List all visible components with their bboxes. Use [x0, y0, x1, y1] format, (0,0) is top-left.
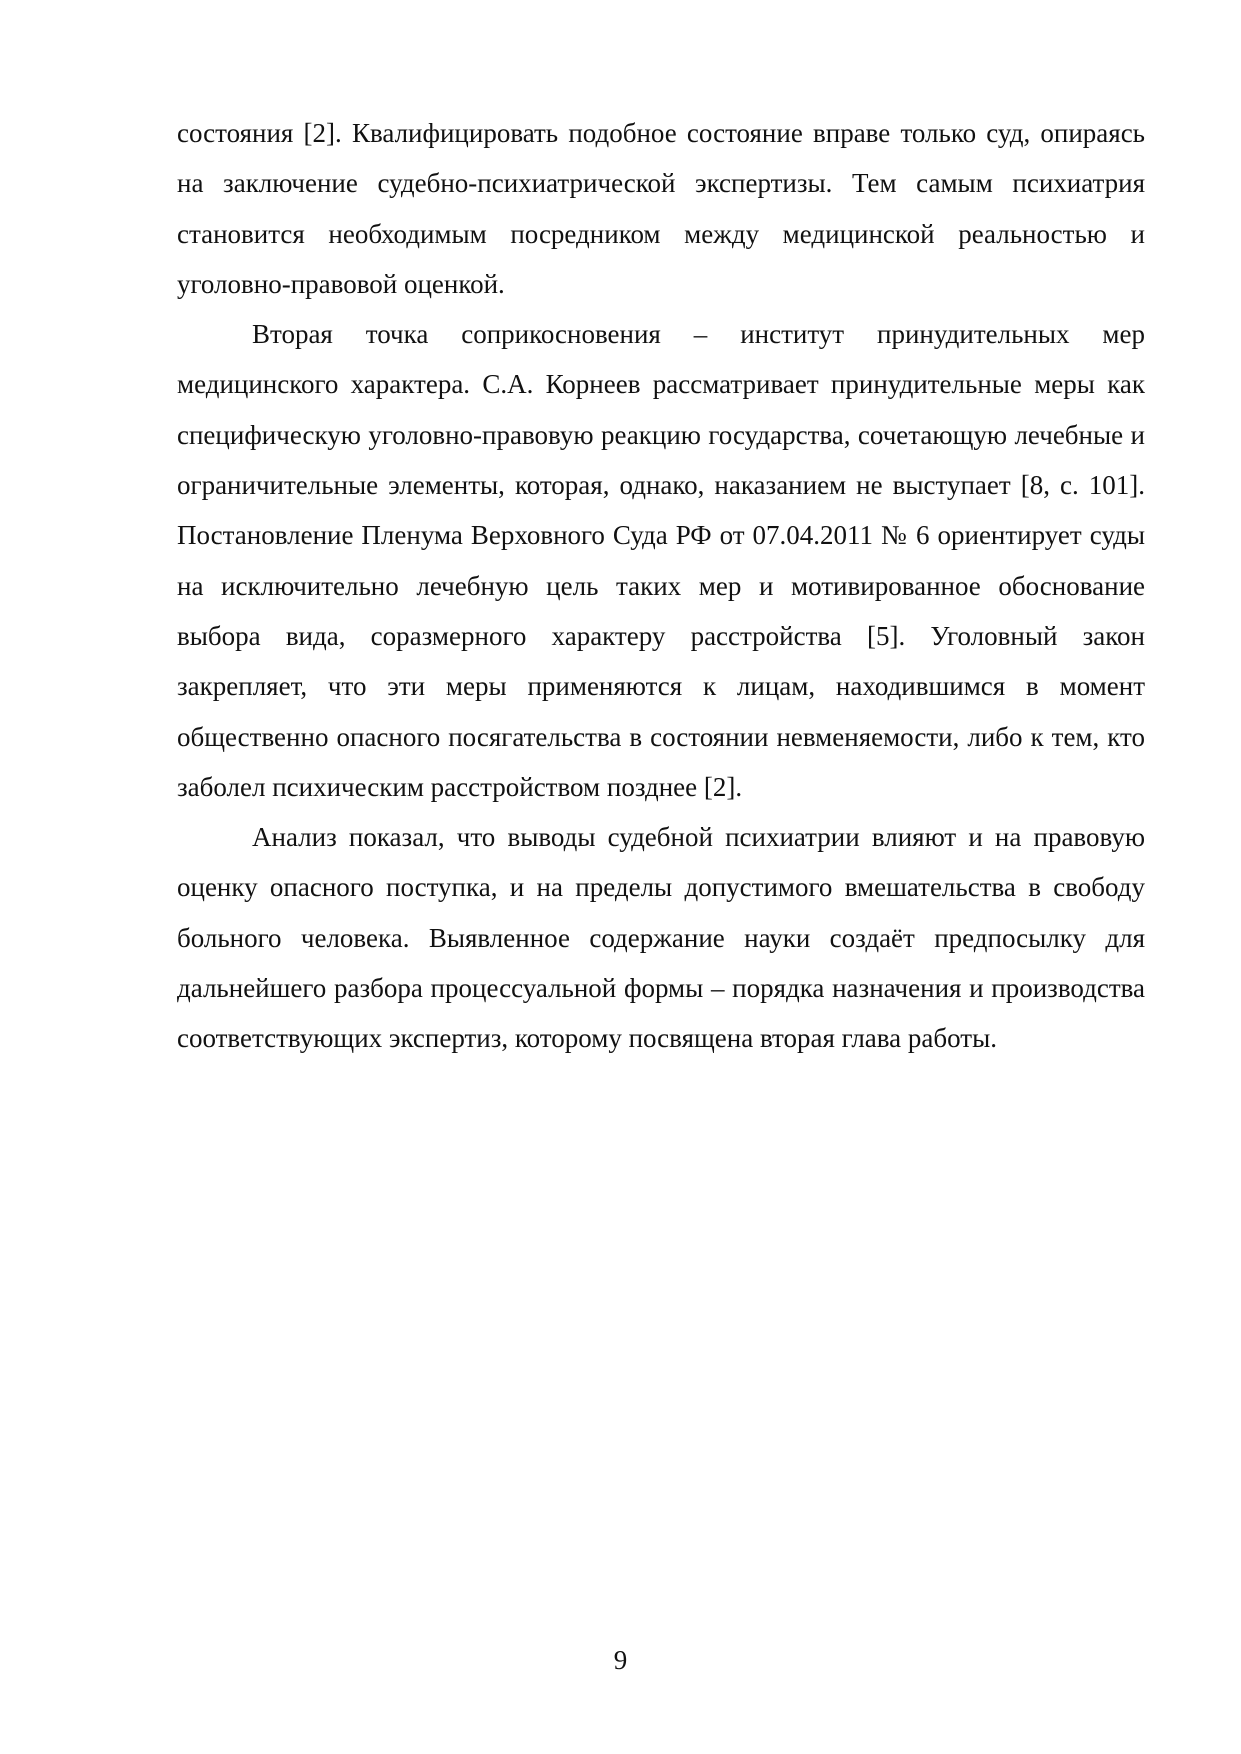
paragraph-2: Вторая точка соприкосновения – институт принудительных мер медицинского характера. С.А. Корнеев рассматривает принудительные меры как специфическую уголовно-правовую реакцию государства, сочетающую лечебные и ограничительные элементы, которая, однако, наказанием не выступает [8, с. 101]. Постановление Пленума Верховного Суда РФ от 07.04.2011 № 6 ориентирует суды на исключительно лечебную цель таких мер и мотивированное обоснование выбора вида, соразмерного характеру расстройства [5]. Уголовный закон закрепляет, что эти меры применяются к лицам, находившимся в момент общественно опасного посягательства в состоянии невменяемости, либо к тем, кто заболел психическим расстройством позднее [2]. [177, 319, 1145, 802]
page-number: 9 [613, 1645, 628, 1675]
paragraph-1: состояния [2]. Квалифицировать подобное состояние вправе только суд, опираясь на заключение судебно-психиатрической экспертизы. Тем самым психиатрия становится необходимым посредником между медицинской реальностью и уголовно-правовой оценкой. [177, 118, 1145, 299]
paragraph-3: Анализ показал, что выводы судебной психиатрии влияют и на правовую оценку опасного поступка, и на пределы допустимого вмешательства в свободу больного человека. Выявленное содержание науки создаёт предпосылку для дальнейшего разбора процессуальной формы – порядка назначения и производства соответствующих экспертиз, которому посвящена вторая глава работы. [177, 822, 1145, 1054]
body-text [177, 108, 1145, 1064]
